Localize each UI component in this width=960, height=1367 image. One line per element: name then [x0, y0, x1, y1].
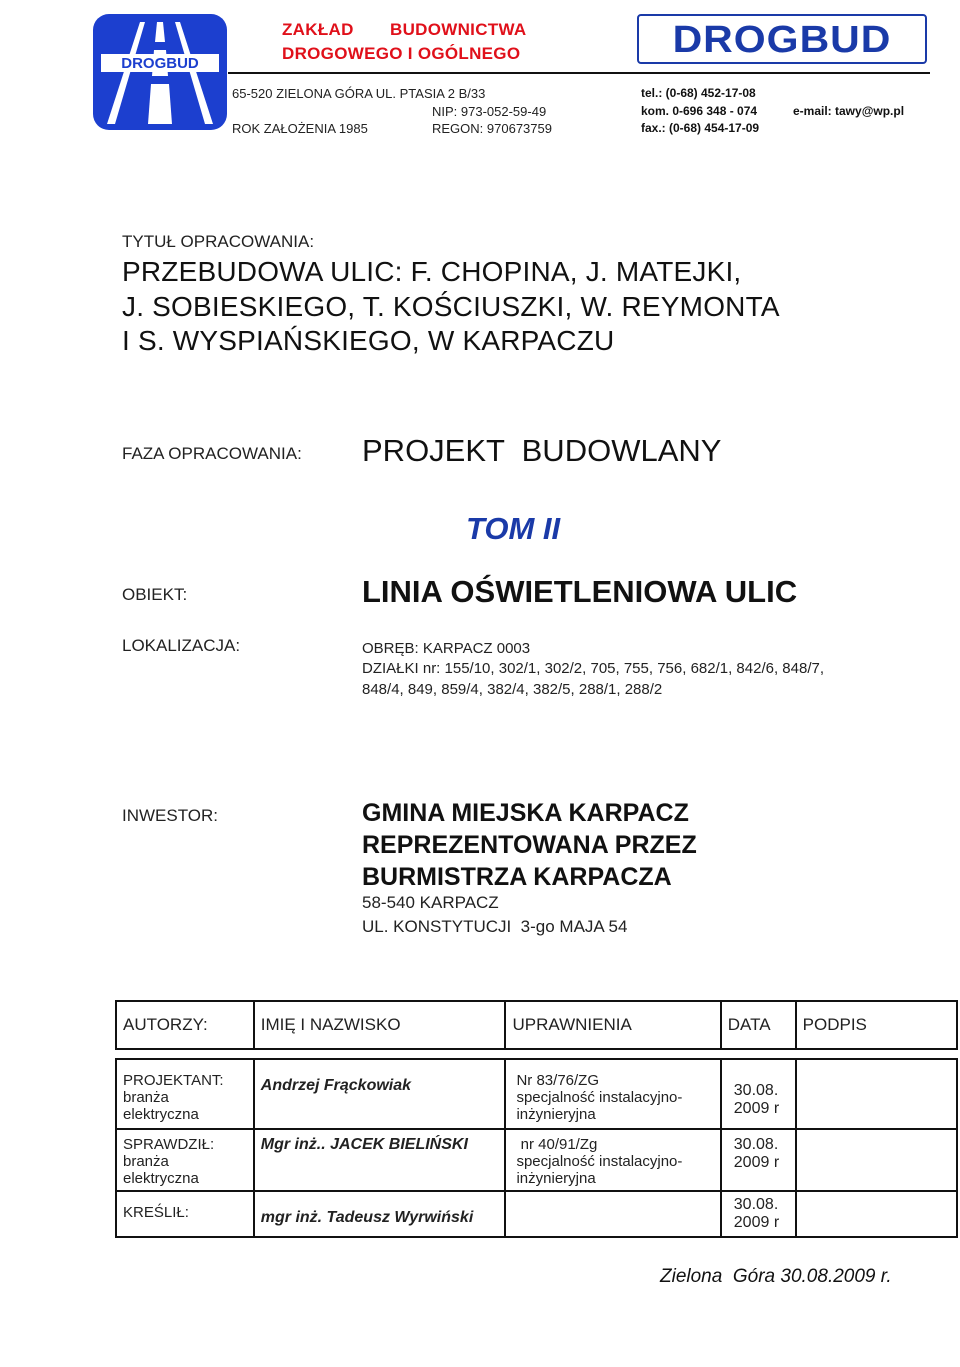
author-date-cell [721, 1191, 796, 1237]
author-branch: branża [123, 1153, 169, 1170]
table-row [116, 1129, 957, 1191]
company-regon: REGON: 970673759 [432, 121, 552, 136]
author-license-cell [505, 1059, 720, 1129]
title-label: TYTUŁ OPRACOWANIA: [122, 232, 315, 251]
company-tel: tel.: (0-68) 452-17-08 [641, 86, 756, 100]
company-name-word2: BUDOWNICTWA [390, 20, 527, 39]
place-and-date: Zielona Góra 30.08.2009 r. [660, 1266, 892, 1287]
author-role-cell [116, 1191, 254, 1237]
author-license-spec-2: inżynieryjna [516, 1170, 596, 1187]
location-label: LOKALIZACJA: [122, 636, 241, 655]
author-name-cell [254, 1191, 506, 1237]
investor-line-3: BURMISTRZA KARPACZA [362, 863, 672, 891]
location-precinct: OBRĘB: KARPACZ 0003 [362, 640, 531, 657]
author-name-cell [254, 1059, 506, 1129]
logo-text: DROGBUD [121, 55, 199, 72]
author-license-cell [505, 1191, 720, 1237]
brand-name: DROGBUD [672, 17, 892, 60]
header-date: DATA [721, 1001, 796, 1049]
author-license-cell [505, 1129, 720, 1191]
author-date-year: 2009 r [733, 1154, 780, 1171]
author-branch: branża [123, 1089, 169, 1106]
author-role-cell [116, 1129, 254, 1191]
author-date-day: 30.08. [733, 1082, 779, 1099]
author-role: SPRAWDZIŁ: [123, 1136, 215, 1153]
author-date-year: 2009 r [733, 1214, 780, 1231]
company-fax: fax.: (0-68) 454-17-09 [641, 121, 760, 135]
author-date-day: 30.08. [733, 1136, 779, 1153]
location-plots-line-2: 848/4, 849, 859/4, 382/4, 382/5, 288/1, 288/2 [362, 681, 663, 698]
author-license-number: nr 40/91/Zg [516, 1136, 598, 1153]
table-row [116, 1059, 957, 1129]
author-date-cell [721, 1059, 796, 1129]
author-name: mgr inż. Tadeusz Wyrwiński [260, 1209, 474, 1226]
drogbud-logo [93, 14, 227, 130]
title-line-1: PRZEBUDOWA ULIC: F. CHOPINA, J. MATEJKI, [122, 256, 742, 287]
company-name-line2: DROGOWEGO I OGÓLNEGO [282, 44, 521, 63]
author-date-year: 2009 r [733, 1100, 780, 1117]
author-license-spec: specjalność instalacyjno- [516, 1089, 683, 1106]
volume-number: TOM II [466, 511, 561, 546]
author-role-cell [116, 1059, 254, 1129]
author-signature-cell [796, 1059, 957, 1129]
object-value: LINIA OŚWIETLENIOWA ULIC [362, 574, 798, 609]
company-name-word1: ZAKŁAD [282, 20, 354, 39]
author-date-cell [721, 1129, 796, 1191]
author-name-cell [254, 1129, 506, 1191]
author-name: Andrzej Frąckowiak [260, 1077, 412, 1094]
author-role: PROJEKTANT: [123, 1072, 224, 1089]
investor-label: INWESTOR: [122, 806, 219, 825]
header-divider [228, 72, 930, 74]
title-line-2: J. SOBIESKIEGO, T. KOŚCIUSZKI, W. REYMONTA [122, 291, 780, 322]
company-mobile: kom. 0-696 348 - 074 [641, 104, 758, 118]
company-nip: NIP: 973-052-59-49 [432, 104, 547, 119]
brand-box [637, 14, 927, 64]
phase-label: FAZA OPRACOWANIA: [122, 444, 302, 463]
investor-line-1: GMINA MIEJSKA KARPACZ [362, 799, 689, 827]
author-branch-type: elektryczna [123, 1170, 199, 1187]
author-name: Mgr inż.. JACEK BIELIŃSKI [260, 1136, 468, 1153]
author-role: KREŚLIŁ: [123, 1204, 189, 1221]
author-signature-cell [796, 1129, 957, 1191]
header-name: IMIĘ I NAZWISKO [254, 1001, 506, 1049]
author-license-spec: specjalność instalacyjno- [516, 1153, 683, 1170]
location-plots-line-1: DZIAŁKI nr: 155/10, 302/1, 302/2, 705, 755, 756, 682/1, 842/6, 848/7, [362, 660, 825, 677]
company-address: 65-520 ZIELONA GÓRA UL. PTASIA 2 B/33 [232, 86, 486, 101]
header-license: UPRAWNIENIA [505, 1001, 720, 1049]
authors-header-row [116, 1001, 957, 1049]
phase-value: PROJEKT BUDOWLANY [362, 433, 722, 468]
table-row [116, 1191, 957, 1237]
company-email: e-mail: tawy@wp.pl [793, 104, 905, 118]
author-license-number: Nr 83/76/ZG [516, 1072, 599, 1089]
header-authors: AUTORZY: [116, 1001, 254, 1049]
header-signature: PODPIS [796, 1001, 957, 1049]
authors-table [115, 1000, 958, 1238]
author-date-day: 30.08. [733, 1196, 779, 1213]
object-label: OBIEKT: [122, 585, 188, 604]
investor-postal: 58-540 KARPACZ [362, 893, 499, 912]
author-signature-cell [796, 1191, 957, 1237]
author-branch-type: elektryczna [123, 1106, 199, 1123]
company-founded: ROK ZAŁOŻENIA 1985 [232, 121, 368, 136]
investor-street: UL. KONSTYTUCJI 3-go MAJA 54 [362, 917, 628, 936]
table-gap [116, 1049, 957, 1059]
investor-line-2: REPREZENTOWANA PRZEZ [362, 831, 697, 859]
author-license-spec-2: inżynieryjna [516, 1106, 596, 1123]
title-line-3: I S. WYSPIAŃSKIEGO, W KARPACZU [122, 325, 615, 356]
